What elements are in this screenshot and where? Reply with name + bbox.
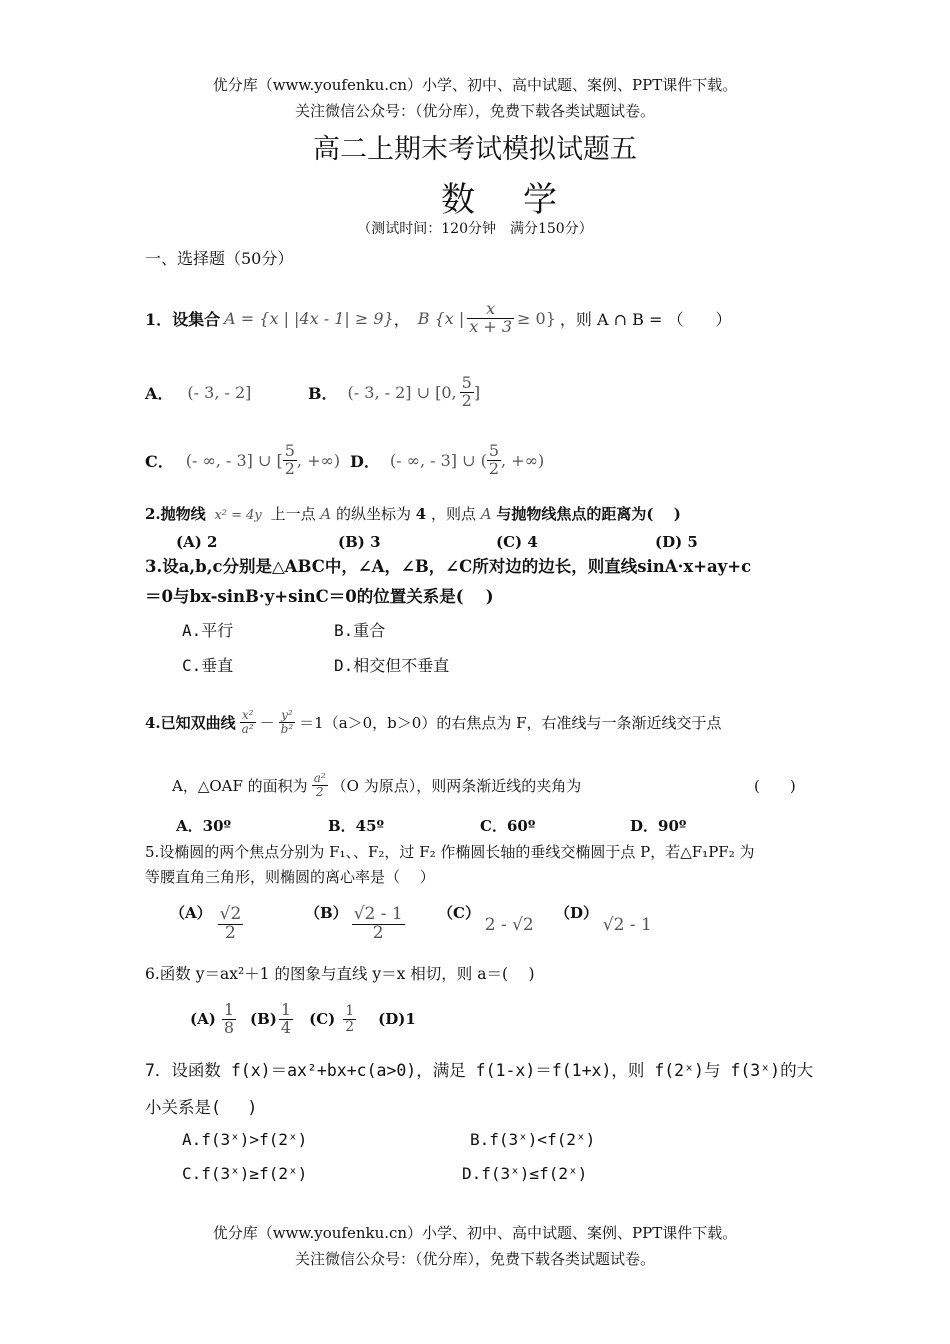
q4-frac3-den: 2 [312, 785, 328, 799]
q2-stem-2: 上一点 [270, 505, 316, 523]
q4-line-1 [145, 696, 722, 748]
q1-d-value-pre: (- ∞, - 3] ∪ ( [389, 450, 487, 470]
q4-frac2-num: y² [281, 707, 293, 722]
q6-c-num: 1 [345, 1002, 355, 1019]
q5-b-fraction [352, 903, 405, 943]
q6-a-label: (A) [190, 1010, 216, 1028]
q4-fraction-area [312, 772, 328, 798]
q7-line-1: 7．设函数 f(x)＝ax²+bx+c(a>0)，满足 f(1-x)＝f(1+x)，则 f(2ˣ)与 f(3ˣ)的大 [145, 1061, 814, 1080]
q1-d-value-post: , +∞) [501, 450, 545, 470]
q1-d-den: 2 [488, 458, 500, 478]
q5-b-num: √2 - 1 [353, 903, 403, 924]
q6-d-label: (D)1 [378, 1010, 416, 1028]
q4-line2-prefix: A，△OAF 的面积为 [172, 776, 308, 795]
q5-line-1: 5.设椭圆的两个焦点分别为 F₁、、F₂，过 F₂ 作椭圆长轴的垂线交椭圆于点 P，若△F₁PF₂ 为 [145, 843, 755, 861]
q4-option-c: C．60º [480, 817, 536, 835]
q6-c-label: (C) [309, 1010, 336, 1028]
q1-c-value-post: , +∞) [296, 450, 341, 470]
q5-option-c [438, 902, 534, 935]
q4-option-a: A．30º [176, 817, 232, 835]
q4-fraction-x [240, 709, 256, 735]
q6-a-den: 8 [223, 1017, 235, 1037]
section-heading: 一、选择题（50分） [145, 249, 294, 268]
q1-set-b-left: B {x | [417, 308, 465, 328]
q5-a-den: 2 [218, 924, 244, 943]
q1-a-value: (- 3, - 2] [187, 382, 252, 402]
q7-line-2: 小关系是( ) [145, 1098, 258, 1117]
q1-sep: ， [393, 309, 410, 329]
q1-stem-prefix: 1．设集合 [145, 309, 221, 329]
q7-option-d: D.f(3ˣ)≤f(2ˣ) [462, 1164, 588, 1183]
q1-b-label: B． [308, 383, 338, 403]
footer-line-2: 关注微信公众号：（优分库），免费下载各类试题试卷。 [294, 1250, 655, 1268]
q4-frac2-den: b² [280, 721, 294, 736]
q6-a-num: 1 [223, 999, 235, 1019]
q1-c-value-pre: (- ∞, - 3] ∪ [ [185, 450, 283, 470]
q1-c-den: 2 [284, 458, 295, 478]
q2-point-a-2: A [480, 505, 492, 523]
q1-b-value-post: ] [473, 382, 481, 402]
q6-stem: 6.函数 y＝ax²＋1 的图象与直线 y＝x 相切，则 a＝( ) [145, 965, 535, 983]
q5-c-label: （C） [438, 904, 480, 922]
q1-option-d [350, 434, 544, 486]
q4-prefix: 4.已知双曲线 [145, 713, 236, 732]
q1-stem-suffix: ，则 A ∩ B = （ ） [559, 309, 732, 329]
q6-b-num: 1 [280, 999, 292, 1019]
q4-frac1-den: a² [241, 721, 254, 736]
q5-a-fraction [218, 903, 244, 943]
q2-option-d: (D) 5 [655, 533, 698, 551]
q1-set-b-num: x [486, 298, 496, 318]
q5-option-a [170, 896, 243, 952]
q1-b-den: 2 [461, 390, 472, 410]
q5-b-den: 2 [352, 924, 405, 943]
question-2 [145, 503, 681, 524]
q7-option-c: C.f(3ˣ)≥f(2ˣ) [182, 1164, 308, 1183]
q5-option-d [555, 902, 652, 935]
q1-d-label: D． [350, 451, 380, 471]
q2-equation: x² = 4y [214, 508, 262, 523]
q5-d-label: （D） [555, 904, 599, 922]
q3-option-b: B.重合 [334, 621, 386, 640]
q5-c-value: 2 - √2 [484, 915, 534, 935]
header-line-2: 关注微信公众号：（优分库），免费下载各类试题试卷。 [294, 102, 655, 120]
q4-frac1-num: x² [241, 707, 254, 722]
q3-option-a: A.平行 [182, 621, 234, 640]
q4-line2-suffix: （O 为原点），则两条渐近线的夹角为 [331, 776, 582, 795]
q2-stem-3: 的纵坐标为 [335, 505, 411, 523]
q4-option-d: D．90º [630, 817, 687, 835]
q1-a-label: A． [145, 383, 174, 403]
q3-option-c: C.垂直 [182, 656, 234, 675]
q4-suffix: ＝1（a＞0，b＞0）的右焦点为 F，右准线与一条渐近线交于点 [299, 713, 722, 732]
q1-set-b-den: x + 3 [469, 316, 513, 336]
q5-a-num: √2 [219, 903, 242, 924]
q1-option-c [145, 434, 340, 486]
q2-value: 4 [415, 505, 427, 523]
q6-options [190, 994, 416, 1044]
q7-option-b: B.f(3ˣ)<f(2ˣ) [470, 1130, 596, 1149]
q1-d-fraction [487, 440, 501, 478]
q6-b-label: (B) [250, 1010, 277, 1028]
q3-option-d: D.相交但不垂直 [334, 656, 450, 675]
q1-c-num: 5 [284, 440, 295, 460]
q6-c-fraction [343, 1004, 356, 1034]
footer-line-1: 优分库（www.youfenku.cn）小学、初中、高中试题、案例、PPT课件下载。 [212, 1224, 738, 1242]
q1-option-a [145, 366, 251, 418]
q3-line-1: 3.设a,b,c分别是△ABC中，∠A，∠B，∠C所对边的边长，则直线sinA·x+ay+c [145, 557, 752, 576]
q6-c-den: 2 [345, 1018, 355, 1035]
q4-option-b: B．45º [328, 817, 385, 835]
q6-b-fraction [279, 999, 293, 1037]
q2-point-a: A [320, 505, 332, 523]
q7-option-a: A.f(3ˣ)>f(2ˣ) [182, 1130, 308, 1149]
q5-a-label: （A） [170, 904, 212, 922]
q4-fraction-y [279, 709, 296, 735]
q1-option-b [308, 366, 480, 418]
q1-c-label: C． [145, 451, 174, 471]
q1-d-num: 5 [488, 440, 500, 460]
q2-option-b: (B) 3 [338, 533, 381, 551]
q2-stem-5: 与抛物线焦点的距离为( ) [496, 505, 681, 523]
q6-b-den: 4 [280, 1017, 292, 1037]
q4-line-2 [172, 760, 581, 810]
q1-b-value-pre: (- 3, - 2] ∪ [0, [347, 382, 457, 402]
q5-option-b [305, 896, 405, 952]
q2-option-a: (A) 2 [176, 533, 218, 551]
q1-set-b-fraction [467, 298, 514, 336]
q4-frac3-num: a² [313, 770, 326, 785]
q5-b-label: （B） [305, 904, 348, 922]
exam-title: 高二上期末考试模拟试题五 [313, 134, 637, 165]
q4-minus: － [259, 713, 275, 732]
q1-c-fraction [283, 440, 297, 478]
header-line-1: 优分库（www.youfenku.cn）小学、初中、高中试题、案例、PPT课件下载。 [212, 76, 738, 94]
q4-answer-paren: ( ) [754, 777, 796, 795]
q5-d-value: √2 - 1 [602, 915, 652, 935]
subject-title: 数学 [441, 180, 605, 220]
q3-line-2: ＝0与bx-sinB·y+sinC＝0的位置关系是( ) [145, 587, 494, 606]
q1-set-a: A = {x | |4x - 1| ≥ 9} [224, 308, 394, 328]
exam-info: （测试时间：120分钟 满分150分） [357, 221, 593, 237]
q5-line-2: 等腰直角三角形，则椭圆的离心率是（ ） [145, 868, 435, 886]
q1-b-num: 5 [461, 372, 472, 392]
q2-stem-1: 2.抛物线 [145, 505, 206, 523]
question-1 [145, 290, 731, 346]
q6-a-fraction [222, 999, 236, 1037]
q2-option-c: (C) 4 [496, 533, 538, 551]
q1-set-b-right: ≥ 0} [517, 308, 556, 328]
q2-stem-4: ，则点 [431, 505, 477, 523]
q1-b-fraction [460, 372, 474, 410]
